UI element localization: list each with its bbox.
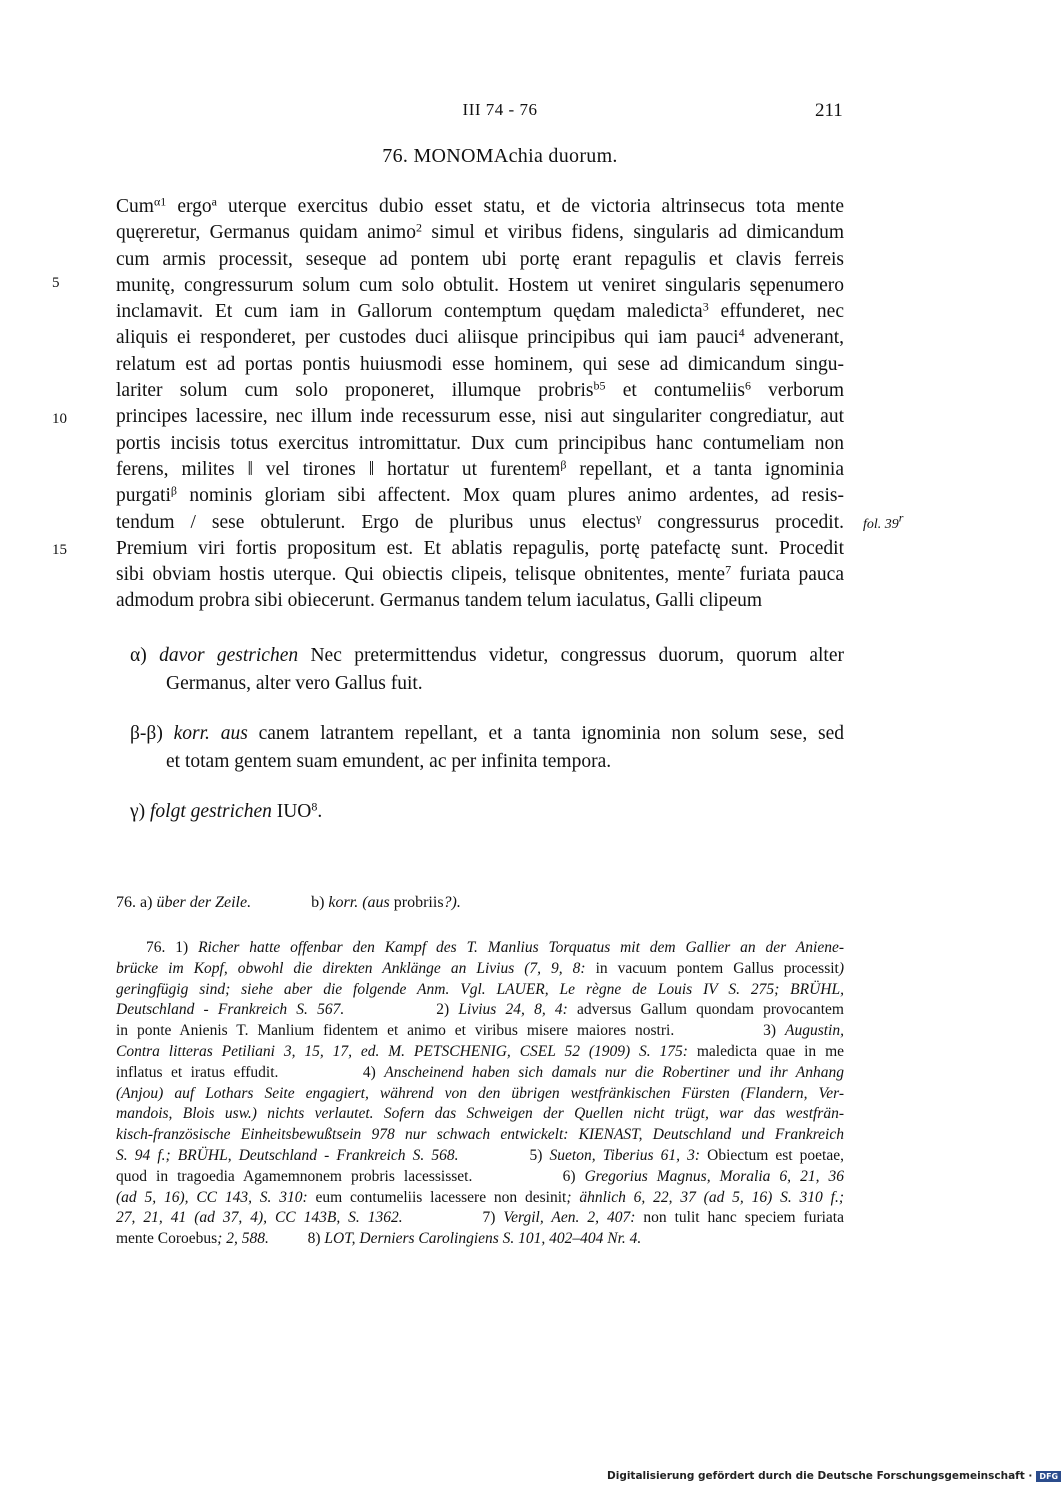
text-run: Obiectum est poetae, [700, 1146, 844, 1164]
text-run: congressurus procedit. [641, 511, 844, 533]
text-run: quęreretur, Germanus quidam animo [116, 222, 416, 244]
superscript-marker: β [170, 483, 177, 498]
italic-text: Gregorius Magnus, Moralia 6, 21, 36 [584, 1167, 844, 1185]
italic-text: Richer hatte offenbar den Kampf des T. Manlius Torquatus mit dem Gallier an der Aniene- [198, 939, 844, 956]
italic-text: Deutschland - Frankreich S. 567. [116, 1001, 345, 1019]
italic-text: folgt gestrichen [150, 801, 272, 822]
footnote-line [116, 1084, 844, 1105]
text-run: sibi obviam hostis uterque. Qui obiectis clipeis, telisque obnitentes, mente [116, 564, 726, 586]
footnote-line [116, 1063, 844, 1084]
superscript-marker: 7 [725, 562, 732, 577]
folio-marginal-note [863, 510, 904, 533]
text-run: maledicta quae in me [687, 1042, 845, 1060]
footnote-line [116, 980, 844, 1001]
funding-text: Digitalisierung gefördert durch die Deutsche Forschungsgemeinschaft · [607, 1470, 1033, 1482]
footnote-line [116, 1229, 844, 1250]
footnote-line [116, 1208, 844, 1229]
footnote-line [116, 1104, 844, 1125]
text-run: 8) [268, 1230, 325, 1248]
apparatus-entry [130, 642, 844, 698]
italic-text: korr. (aus [328, 894, 390, 911]
text-line [116, 483, 844, 509]
text-run: simul et viribus fidens, singularis ad dimicandum [421, 222, 845, 244]
italic-text: ; 2, 588. [217, 1230, 269, 1248]
text-run: admodum probra sibi obiecerunt. Germanus tandem telum iaculatus, Galli clipeum [116, 590, 763, 612]
footnote-line [116, 1042, 844, 1063]
text-run: aliquis ei responderet, per custodes duci aliisque principibus qui iam pauci [116, 327, 739, 349]
text-line [116, 247, 844, 273]
text-line [116, 404, 844, 430]
italic-text: davor gestrichen [159, 645, 299, 666]
text-run: 5) [458, 1146, 550, 1164]
footnote-line [116, 1146, 844, 1167]
chapter-title: 76. MONOMAchia duorum. [382, 145, 618, 167]
apparatus-line [130, 670, 844, 698]
text-run: probriis [389, 894, 444, 911]
text-run: 76. a) [116, 894, 157, 911]
text-line [116, 536, 844, 562]
italic-text: brücke im Kopf, obwohl die direkten Anklänge an Livius (7, 9, 8: [116, 959, 586, 977]
text-run: non tulit hanc speciem furiata [635, 1209, 844, 1227]
text-line [116, 378, 844, 404]
italic-text: ; ähnlich 6, 22, 37 (ad 5, 16) S. 310 f.; [566, 1188, 844, 1206]
apparatus-entry [130, 720, 844, 776]
italic-text: Contra litteras Petiliani 3, 15, 17, ed. M. PETSCHENIG, CSEL 52 (1909) S. 175: [116, 1042, 688, 1060]
text-run: canem latrantem repellant, et a tanta ignominia non solum sese, sed [247, 723, 844, 744]
text-run: et contumeliis [605, 380, 745, 402]
text-run: uterque exercitus dubio esset statu, et de victoria altrinsecus tota mente [216, 196, 844, 217]
dfg-logo: DFG [1036, 1471, 1061, 1482]
text-run: adversus Gallum quondam provocantem [567, 1001, 844, 1019]
text-run: furiata pauca [731, 564, 844, 586]
text-run: tendum / sese obtulerunt. Ergo de pluribus unus electus [116, 511, 637, 533]
text-run: . [317, 801, 323, 822]
apparatus-line [130, 720, 844, 748]
text-run: 2) [344, 1001, 459, 1019]
superscript-marker: β [560, 457, 567, 472]
apparatus-line [130, 798, 844, 826]
superscript-marker: 8 [311, 799, 318, 814]
critical-apparatus [130, 642, 844, 848]
text-line [116, 431, 844, 457]
text-line [116, 562, 844, 588]
text-line [116, 220, 844, 246]
italic-text: (ad 5, 16), CC 143, S. 310: [116, 1188, 308, 1206]
text-run: verborum [750, 380, 844, 402]
folio-label: fol. 39 [863, 517, 899, 532]
text-run: munitę, congressurum solum cum solo obtulit. Hostem ut veniret singularis sępenumero [116, 274, 844, 296]
text-line [116, 273, 844, 299]
variant-note-b [311, 894, 461, 911]
text-run: in vacuum pontem Gallus processit [585, 959, 839, 977]
italic-text: Augustin, [785, 1022, 844, 1040]
text-run: advenerant, [744, 327, 844, 349]
italic-text: ?). [443, 894, 461, 911]
line-number-15: 15 [52, 542, 67, 558]
italic-text: ) [838, 959, 845, 977]
italic-text: Livius 24, 8, 4: [458, 1001, 568, 1019]
text-run: nominis gloriam sibi affectent. Mox quam plures animo ardentes, ad resis- [177, 485, 844, 507]
superscript-marker: a [211, 194, 217, 209]
footnote-line [116, 1167, 844, 1188]
footnote-line [116, 1021, 844, 1042]
funding-footer [607, 1470, 1061, 1482]
text-line [116, 352, 844, 378]
text-run: α) [130, 645, 160, 666]
italic-text: Vergil, Aen. 2, 407: [503, 1209, 636, 1227]
text-run: lariter solum cum solo proponeret, illumque probris [116, 380, 594, 402]
text-run: relatum est ad portas pontis huiusmodi esse hominem, qui sese ad dimicandum singu- [116, 353, 844, 375]
variant-note-a [116, 894, 251, 911]
text-run: b) [311, 894, 329, 911]
italic-text: mandois, Blois usw.) nichts verlautet. Sofern das Schweigen der Quellen nicht trügt, war das westfrän- [116, 1105, 844, 1123]
main-text-block [116, 194, 844, 615]
text-line [116, 457, 844, 483]
superscript-marker: b5 [593, 378, 606, 393]
text-run: purgati [116, 485, 171, 507]
text-run: cum armis processit, seseque ad pontem ubi portę erant repagulis et clavis ferreis [116, 248, 844, 270]
running-header: III 74 - 76 [462, 100, 538, 119]
text-run: portis incisis totus exercitus intromittatur. Dux cum principibus hanc contumeliam non [116, 432, 844, 454]
text-line [116, 588, 844, 614]
text-run: effunderet, nec [708, 301, 844, 323]
text-run: 76. 1) [146, 939, 199, 956]
text-run: inclamavit. Et cum iam in Gallorum contemptum quędam maledicta [116, 301, 703, 323]
variant-notes [116, 894, 461, 912]
italic-text: S. 94 f.; BRÜHL, Deutschland - Frankreich S. 568. [116, 1146, 459, 1164]
italic-text: (Anjou) auf Lothars Seite engagiert, während von den übrigen westfränkischen Fürsten (Flandern, Ver- [116, 1084, 844, 1102]
footnote-line [116, 1000, 844, 1021]
italic-text: Anscheinend haben sich damals nur die Robertiner und ihr Anhang [384, 1063, 844, 1081]
text-run: IUO [271, 801, 312, 822]
text-run: β-β) [130, 723, 174, 744]
text-run: Germanus, alter vero Gallus fuit. [166, 673, 423, 694]
page-number: 211 [815, 100, 843, 121]
text-run: mente Coroebus [116, 1230, 218, 1248]
superscript-marker: α1 [153, 194, 167, 209]
line-number-5: 5 [52, 275, 60, 291]
text-line [116, 299, 844, 325]
line-number-10: 10 [52, 411, 67, 427]
text-run: principes lacessire, nec illum inde recessurum esse, nisi aut singulariter congrediatur, aut [116, 406, 844, 428]
footnote-line [116, 1188, 844, 1209]
text-line [116, 325, 844, 351]
superscript-marker: 3 [702, 299, 709, 314]
text-run: γ) [130, 801, 150, 822]
superscript-marker: 2 [415, 220, 422, 235]
apparatus-line [130, 642, 844, 670]
footnote-line [116, 1125, 844, 1146]
superscript-marker: 4 [738, 325, 745, 340]
text-run: Premium viri fortis propositum est. Et ablatis repagulis, portę patefactę sunt. Procedit [116, 537, 844, 559]
apparatus-line [130, 748, 844, 776]
superscript-marker: 6 [744, 378, 751, 393]
apparatus-entry [130, 798, 844, 826]
footnote-line [116, 938, 844, 959]
italic-text: über der Zeile. [156, 894, 252, 911]
italic-text: korr. aus [173, 723, 248, 744]
text-line [116, 510, 844, 536]
text-run: et totam gentem suam emundent, ac per infinita tempora. [166, 751, 612, 772]
italic-text: kisch-französische Einheitsbewußtsein 978 nur schwach entwickelt: KIENAST, Deutschland und Frankreich [116, 1126, 844, 1144]
text-run: quod in tragoedia Agamemnonem probris lacessisset. 6) [116, 1167, 585, 1185]
italic-text: LOT, Derniers Carolingiens S. 101, 402–404 Nr. 4. [324, 1230, 642, 1248]
text-run: eum contumeliis lacessere non desinit [307, 1188, 567, 1206]
footnote-line [116, 959, 844, 980]
text-line [116, 194, 844, 220]
italic-text: 27, 21, 41 (ad 37, 4), CC 143B, S. 1362. [116, 1209, 403, 1227]
text-run: Nec pretermittendus videtur, congressus duorum, quorum alter [298, 645, 844, 666]
text-run: in ponte Anienis T. Manlium fidentem et animo et viribus misere maiores nostri. 3) [116, 1022, 785, 1040]
folio-side: r [898, 510, 904, 525]
italic-text: geringfügig sind; siehe aber die folgende Anm. Vgl. LAUER, Le règne de Louis IV S. 275; BRÜHL, [116, 980, 844, 998]
text-run: repellant, et a tanta ignominia [566, 458, 844, 480]
footnotes-block [116, 938, 844, 1250]
text-run: Cum [116, 196, 154, 217]
superscript-marker: γ [636, 509, 642, 524]
text-run: ergo [166, 196, 212, 217]
text-run: inflatus et iratus effudit. 4) [116, 1063, 385, 1081]
text-run: ferens, milites ‖ vel tirones ‖ hortatur ut furentem [116, 458, 561, 480]
italic-text: Sueton, Tiberius 61, 3: [549, 1146, 701, 1164]
text-run: 7) [402, 1209, 504, 1227]
